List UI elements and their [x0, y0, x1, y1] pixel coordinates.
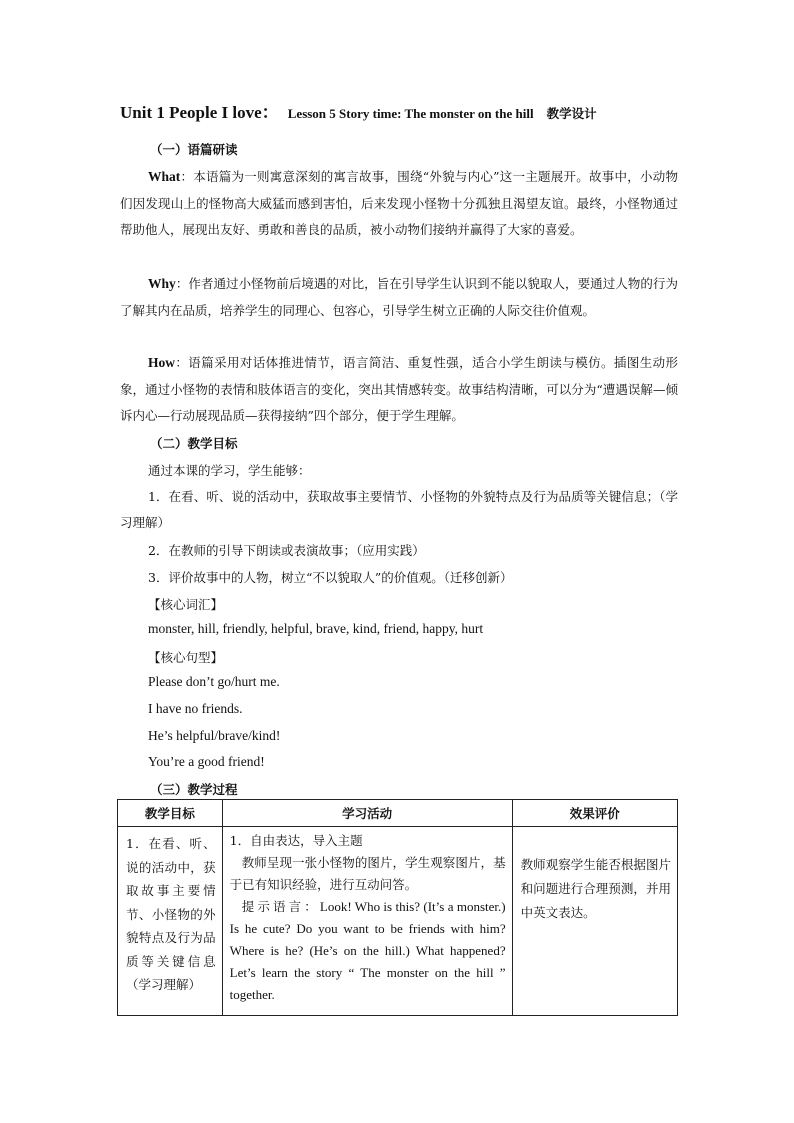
goal-3: 3．评价故事中的人物，树立“不以貌取人”的价值观。（迁移创新） [148, 570, 513, 585]
prompt-label: 提示语言： [241, 899, 320, 914]
how-label: How [148, 355, 175, 370]
prompt-text: Look! Who is this? (It’s a monster.) Is he cute? Do you want to be friends with him? Where is he? (He’s on the hill.) What happened? Let’s learn the story “ The monster on the hill ” together. [229, 899, 506, 1002]
teaching-process-table [117, 799, 678, 1016]
activity-cell [222, 827, 512, 1016]
activity-prompt [230, 896, 506, 1006]
unit-title: Unit 1 People I love [120, 103, 262, 122]
pattern-4: You’re a good friend! [148, 754, 265, 769]
how-text: ：语篇采用对话体推进情节，语言简洁、重复性强，适合小学生朗读与模仿。插图生动形象，通过小怪物的表情和肢体语言的变化，突出其情感转变。故事结构清晰，可以分为“遭遇误解—倾诉内心—行动展现品质—获得接纳”四个部分，便于学生理解。 [120, 355, 678, 423]
header-evaluation: 效果评价 [512, 800, 677, 827]
goal-cell [118, 827, 223, 1016]
activity-title: 1．自由表达，导入主题 [229, 833, 363, 848]
table-header-row [118, 800, 678, 827]
paragraph-how [120, 350, 678, 430]
table-row [118, 827, 678, 1016]
vocab-list: monster, hill, friendly, helpful, brave, kind, friend, happy, hurt [148, 621, 484, 636]
activity-description: 教师呈现一张小怪物的图片，学生观察图片，基于已有知识经验，进行互动问答。 [229, 855, 506, 892]
what-label: What [148, 169, 181, 184]
pattern-1: Please don’t go/hurt me. [148, 674, 280, 689]
section-heading-teaching-process: （三）教学过程 [150, 782, 238, 797]
document-title [120, 98, 597, 123]
section-heading-text-analysis: （一）语篇研读 [150, 142, 238, 157]
pattern-2: I have no friends. [148, 701, 243, 716]
goal-cell-text: 1．在看、听、说的活动中，获取故事主要情节、小怪物的外貌特点及行为品质等关键信息（学习理解） [126, 836, 216, 992]
goal-1 [120, 484, 678, 536]
vocab-heading: 【核心词汇】 [148, 597, 224, 612]
why-text: ：作者通过小怪物前后境遇的对比，旨在引导学生认识到不能以貌取人，要通过人物的行为了解其内在品质，培养学生的同理心、包容心，引导学生树立正确的人际交往价值观。 [120, 276, 678, 318]
what-text: ：本语篇为一则寓意深刻的寓言故事，围绕“外貌与内心”这一主题展开。故事中，小动物们因发现山上的怪物高大威猛而感到害怕，后来发现小怪物十分孤独且渴望友谊。最终，小怪物通过帮助他人，展现出友好、勇敢和善良的品质，被小动物们接纳并赢得了大家的喜爱。 [120, 169, 678, 237]
goals-intro: 通过本课的学习，学生能够： [148, 463, 311, 478]
goal-1-text: 1．在看、听、说的活动中，获取故事主要情节、小怪物的外貌特点及行为品质等关键信息；（学习理解） [120, 489, 678, 530]
pattern-heading: 【核心句型】 [148, 650, 224, 665]
header-activity: 学习活动 [222, 800, 512, 827]
evaluation-text: 教师观察学生能否根据图片和问题进行合理预测，并用中英文表达。 [520, 857, 671, 920]
lesson-title: Lesson 5 Story time: The monster on the hill [287, 106, 534, 121]
why-label: Why [148, 276, 176, 291]
header-goal: 教学目标 [118, 800, 223, 827]
paragraph-why [120, 271, 678, 324]
paragraph-what [120, 164, 678, 244]
title-suffix: 教学设计 [546, 106, 597, 121]
goal-2: 2．在教师的引导下朗读或表演故事；（应用实践） [148, 543, 425, 558]
title-separator: ： [261, 103, 279, 122]
activity-cell-content [223, 827, 512, 1006]
pattern-3: He’s helpful/brave/kind! [148, 728, 281, 743]
evaluation-cell [512, 827, 677, 1016]
section-heading-teaching-goals: （二）教学目标 [150, 436, 238, 451]
